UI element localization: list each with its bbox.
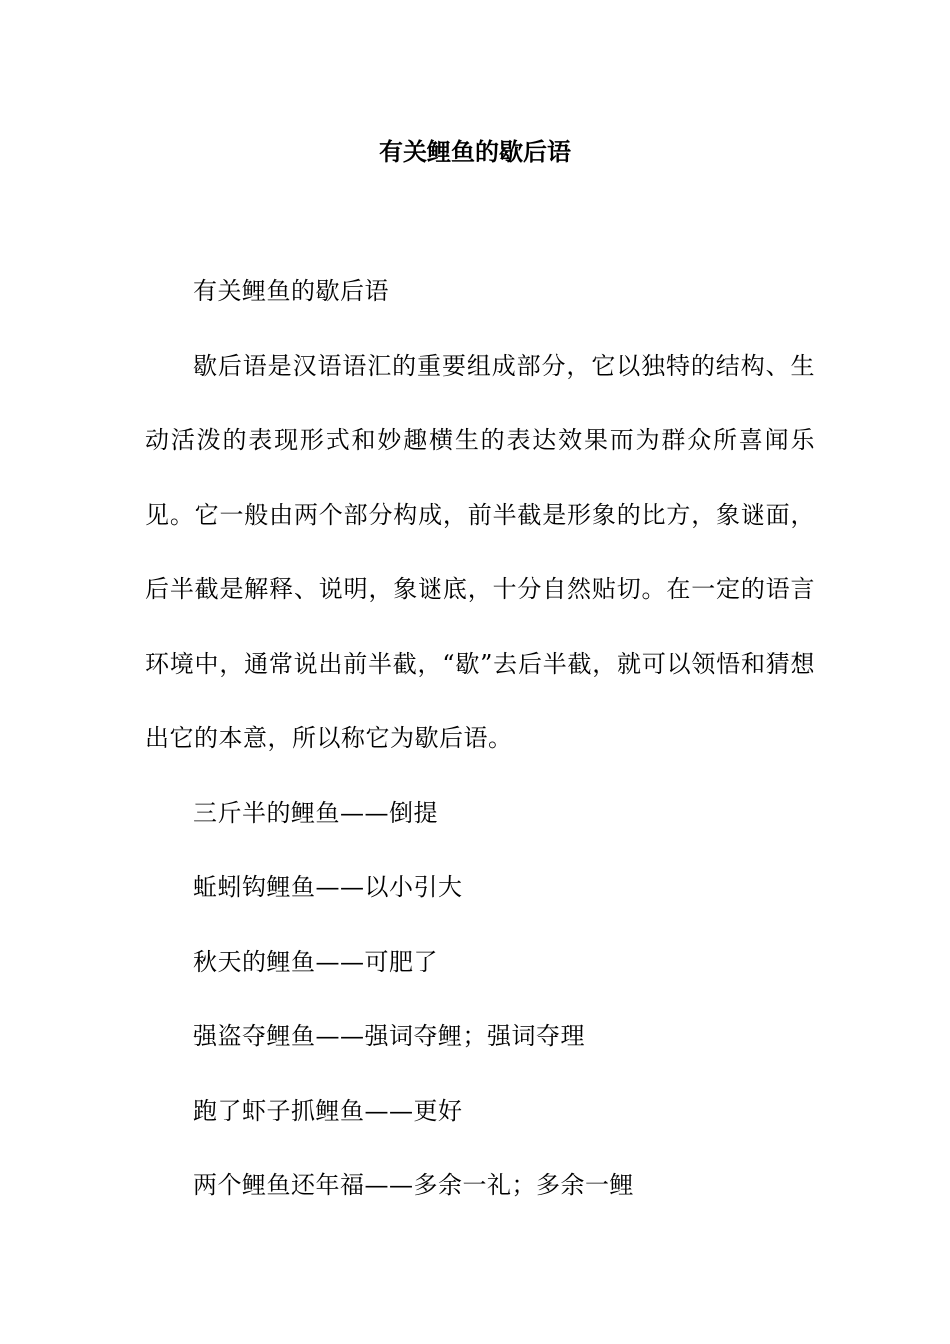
saying-item: 跑了虾子抓鲤鱼——更好 [193,1096,463,1125]
saying-item: 秋天的鲤鱼——可肥了 [193,947,438,976]
paragraph-heading: 有关鲤鱼的歇后语 [193,277,389,305]
saying-item: 三斤半的鲤鱼——倒提 [193,798,438,827]
document-body [145,254,815,1223]
saying-item: 两个鲤鱼还年福——多余一礼；多余一鲤 [193,1171,634,1199]
document-title: 有关鲤鱼的歇后语 [379,137,571,166]
saying-item: 蚯蚓钩鲤鱼——以小引大 [193,873,463,901]
saying-item: 强盗夺鲤鱼——强词夺鲤；强词夺理 [193,1022,585,1050]
paragraph-intro: 歇后语是汉语语汇的重要组成部分，它以独特的结构、生动活泼的表现形式和妙趣横生的表达效果而为群众所喜闻乐见。它一般由两个部分构成，前半截是形象的比方，象谜面，后半截是解释、说明，象谜底，十分自然贴切。在一定的语言环境中，通常说出前半截，“歇”去后半截，就可以领悟和猜想出它的本意，所以称它为歇后语。 [145,351,815,752]
